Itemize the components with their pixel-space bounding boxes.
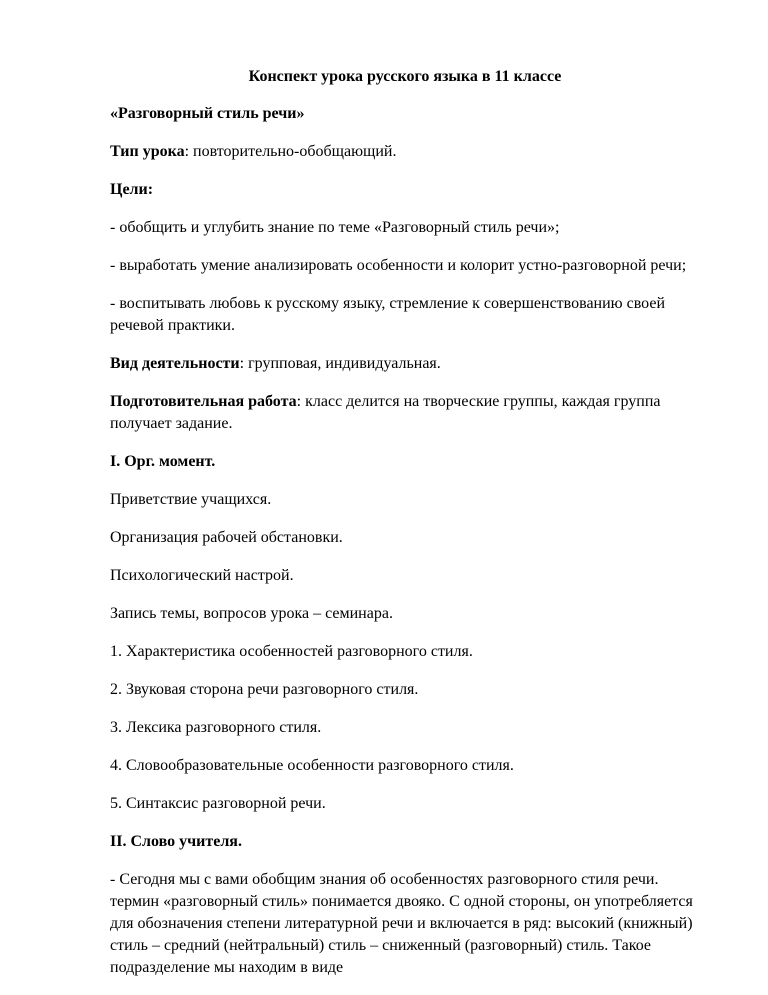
preparatory-work [110,391,700,435]
section-line: Запись темы, вопросов урока – семинара. [110,605,393,622]
teacher-speech: - Сегодня мы с вами обобщим знания об особенностях разговорного стиля речи. термин «разговорный стиль» понимается двояко. С одной стороны, он употребляется для обозначения степени литературной речи и включается в ряд: высокий (книжный) стиль – средний (нейтральный) стиль – сниженный (разговорный) стиль. Такое подразделение мы находим в виде [110,871,693,976]
section1-heading: I. Орг. момент. [110,453,216,470]
section-heading [110,831,700,853]
document-body [110,66,700,995]
goals-heading-text: Цели: [110,181,154,198]
lesson-type-label: Тип урока [110,143,185,160]
activity-label: Вид деятельности [110,355,240,372]
section-line: Организация рабочей обстановки. [110,529,343,546]
activity-value: : групповая, индивидуальная. [239,355,441,372]
goals-heading [110,179,700,201]
document-title: Конспект урока русского языка в 11 классе [248,68,562,85]
lesson-topic-text: «Разговорный стиль речи» [110,105,305,122]
question-item: 5. Синтаксис разговорной речи. [110,795,326,812]
section-line: Приветствие учащихся. [110,491,272,508]
section-line: Психологический настрой. [110,567,294,584]
goal-item: - воспитывать любовь к русскому языку, стремление к совершенствованию своей речевой практики. [110,295,666,334]
lesson-topic [110,103,700,125]
goal-item: - обобщить и углубить знание по теме «Разговорный стиль речи»; [110,219,560,236]
section2-heading: II. Слово учителя. [110,833,242,850]
lesson-type [110,141,700,163]
prep-value: : класс делится на творческие группы, каждая группа получает задание. [110,393,661,432]
goal-item: - выработать умение анализировать особенности и колорит устно-разговорной речи; [110,257,687,274]
prep-label: Подготовительная работа [110,393,297,410]
question-item: 1. Характеристика особенностей разговорного стиля. [110,643,473,660]
question-item: 4. Словообразовательные особенности разговорного стиля. [110,757,514,774]
lesson-type-value: : повторительно-обобщающий. [184,143,397,160]
question-item: 2. Звуковая сторона речи разговорного стиля. [110,681,419,698]
section-heading [110,451,700,473]
question-item: 3. Лексика разговорного стиля. [110,719,322,736]
activity-type [110,353,700,375]
